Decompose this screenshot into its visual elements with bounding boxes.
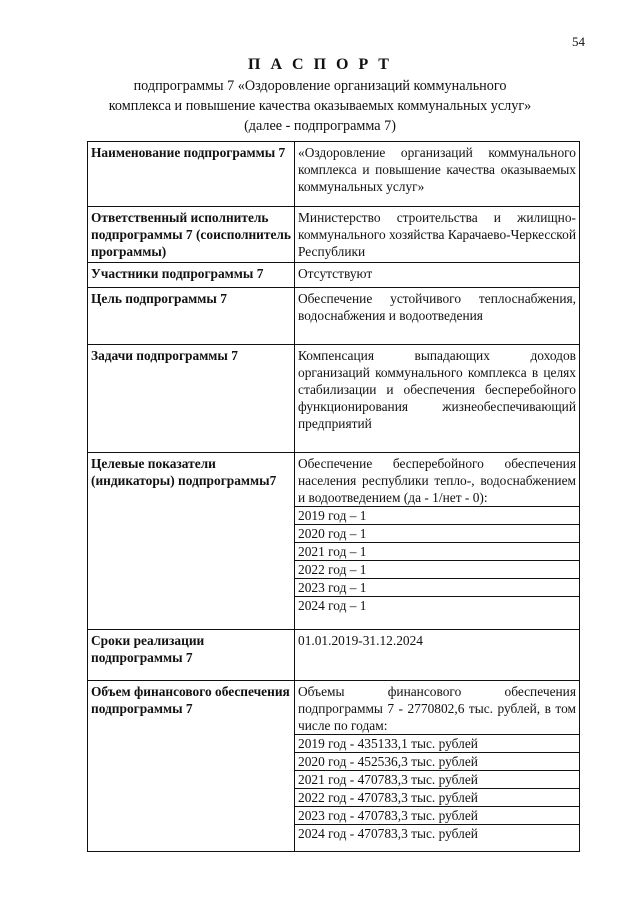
funding-year: 2023 год - 470783,3 тыс. рублей bbox=[295, 806, 579, 824]
table-row-tasks bbox=[88, 345, 580, 453]
row-value: Обеспечение устойчивого теплоснабжения, водоснабжения и водоотведения bbox=[295, 288, 580, 345]
document-subtitle bbox=[0, 76, 640, 136]
row-label: Участники подпрограммы 7 bbox=[88, 263, 295, 288]
row-label: Задачи подпрограммы 7 bbox=[88, 345, 295, 453]
subtitle-line: (далее - подпрограмма 7) bbox=[244, 118, 396, 134]
funding-year: 2022 год - 470783,3 тыс. рублей bbox=[295, 788, 579, 806]
subtitle-line: комплекса и повышение качества оказываемых коммунальных услуг» bbox=[108, 98, 532, 114]
row-label: Объем финансового обеспечения подпрограммы 7 bbox=[88, 681, 295, 852]
row-value bbox=[295, 681, 580, 852]
page-number: 54 bbox=[572, 34, 585, 49]
table-row-goal bbox=[88, 288, 580, 345]
funding-year: 2024 год - 470783,3 тыс. рублей bbox=[295, 824, 579, 842]
row-label: Ответственный исполнитель подпрограммы 7 (соисполнитель программы) bbox=[88, 207, 295, 263]
table-row-funding bbox=[88, 681, 580, 852]
table-row-period bbox=[88, 630, 580, 681]
row-value: Отсутствуют bbox=[295, 263, 580, 288]
row-value bbox=[295, 453, 580, 630]
row-label: Наименование подпрограммы 7 bbox=[88, 142, 295, 207]
indicator-year: 2021 год – 1 bbox=[295, 542, 579, 560]
row-value: Министерство строительства и жилищно-коммунального хозяйства Карачаево-Черкесской Республики bbox=[295, 207, 580, 263]
funding-year: 2021 год - 470783,3 тыс. рублей bbox=[295, 770, 579, 788]
indicator-year: 2022 год – 1 bbox=[295, 560, 579, 578]
funding-year: 2019 год - 435133,1 тыс. рублей bbox=[295, 734, 579, 752]
document-title: П А С П О Р Т bbox=[248, 56, 392, 73]
indicator-year: 2019 год – 1 bbox=[295, 506, 579, 524]
table-row-participants bbox=[88, 263, 580, 288]
table-row-indicators bbox=[88, 453, 580, 630]
subtitle-line: подпрограммы 7 «Оздоровление организаций коммунального bbox=[133, 78, 507, 94]
passport-table bbox=[87, 141, 580, 852]
indicator-year: 2020 год – 1 bbox=[295, 524, 579, 542]
table-row-name bbox=[88, 142, 580, 207]
funding-description: Объемы финансового обеспечения подпрограммы 7 - 2770802,6 тыс. рублей, в том числе по годам: bbox=[298, 684, 576, 733]
funding-year: 2020 год - 452536,3 тыс. рублей bbox=[295, 752, 579, 770]
row-label: Целевые показатели (индикаторы) подпрограммы7 bbox=[88, 453, 295, 630]
row-value: 01.01.2019-31.12.2024 bbox=[295, 630, 580, 681]
indicator-year: 2023 год – 1 bbox=[295, 578, 579, 596]
row-value: «Оздоровление организаций коммунального комплекса и повышение качества оказываемых коммунальных услуг» bbox=[295, 142, 580, 207]
table-row-executor bbox=[88, 207, 580, 263]
row-label: Цель подпрограммы 7 bbox=[88, 288, 295, 345]
row-label: Сроки реализации подпрограммы 7 bbox=[88, 630, 295, 681]
row-value: Компенсация выпадающих доходов организаций коммунального комплекса в целях стабилизации и обеспечения бесперебойного функционирования жизнеобеспечивающий предприятий bbox=[295, 345, 580, 453]
indicator-year: 2024 год – 1 bbox=[295, 596, 579, 614]
indicator-description: Обеспечение бесперебойного обеспечения населения республики тепло-, водоснабжением и водоотведением (да - 1/нет - 0): bbox=[298, 456, 576, 505]
